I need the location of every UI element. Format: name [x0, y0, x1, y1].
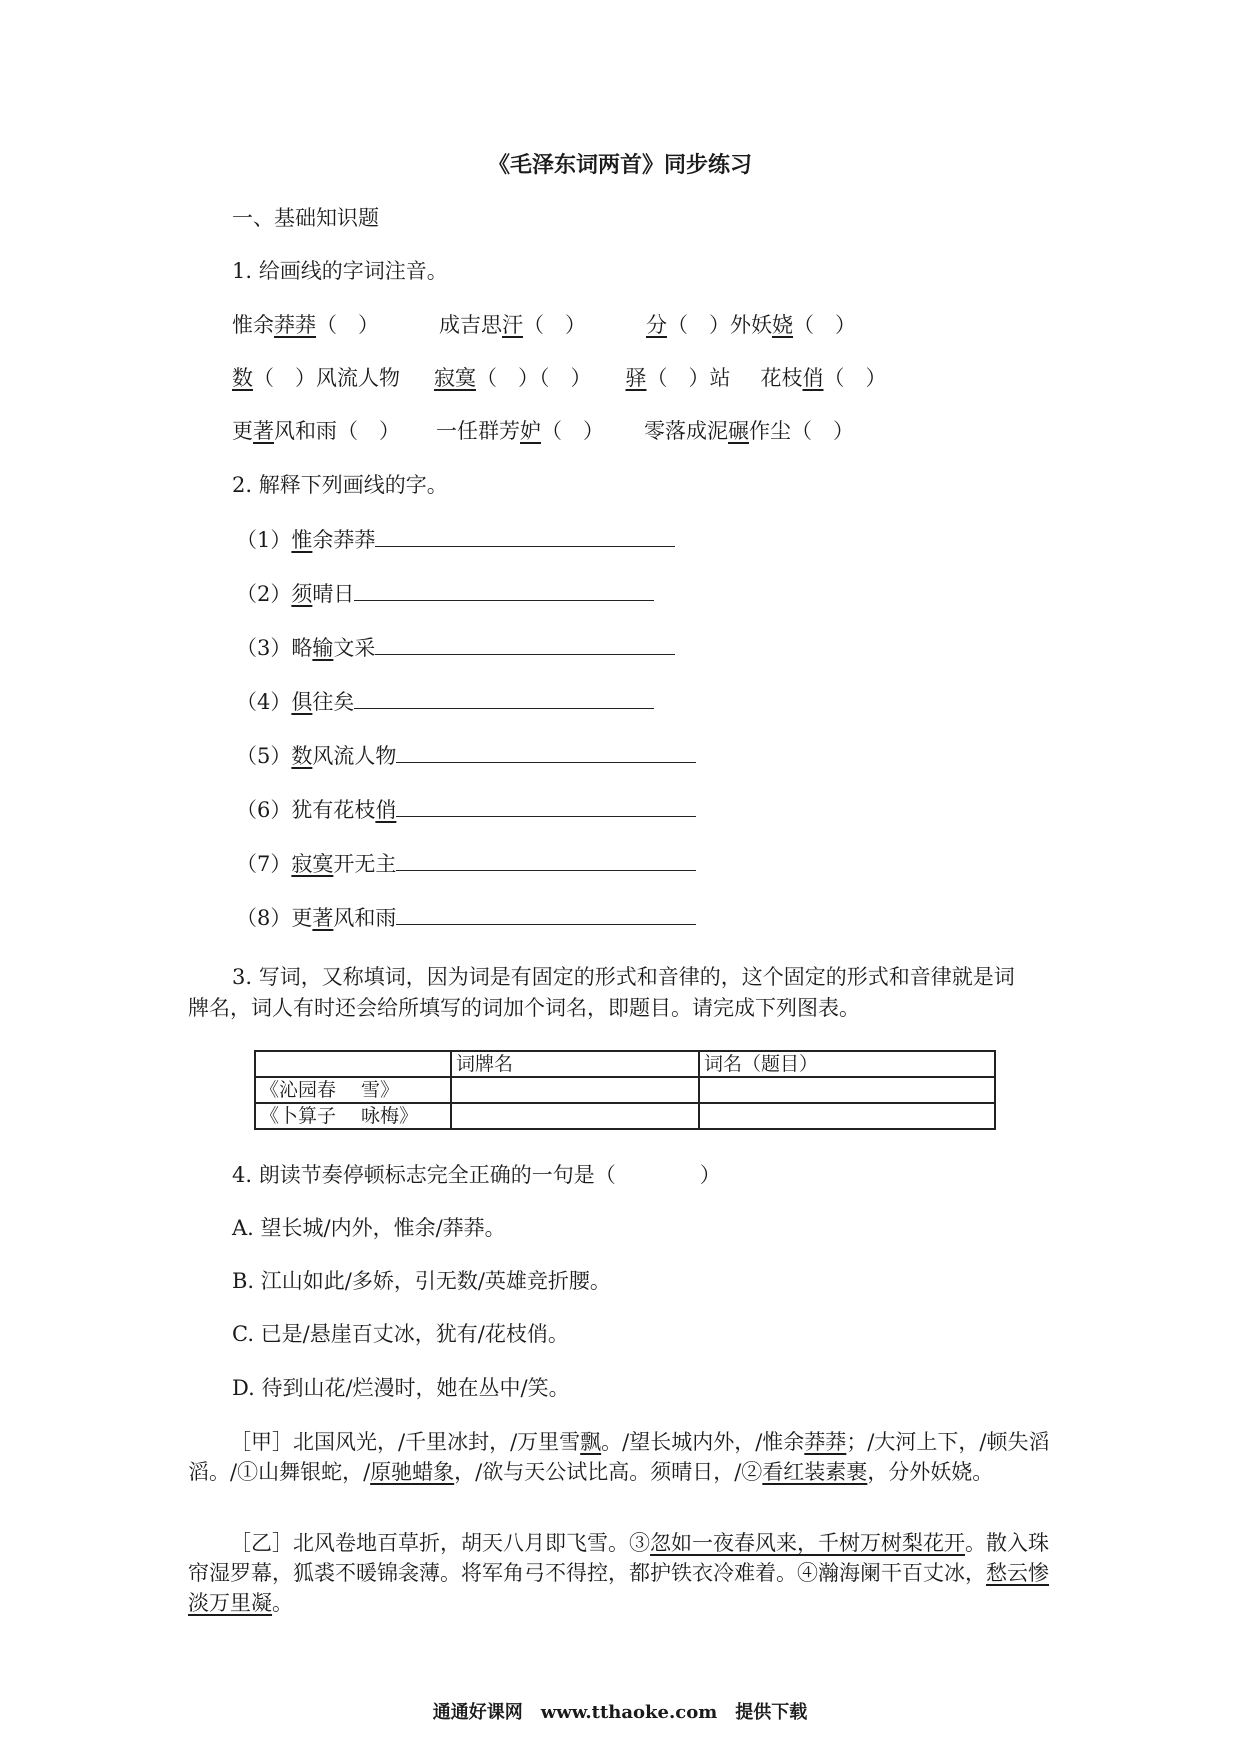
- question-1-row-1: [232, 310, 856, 340]
- underlined-word: 驿: [625, 366, 647, 390]
- item-text: （ ）站: [646, 366, 731, 390]
- underlined-word: 汗: [502, 313, 523, 337]
- underlined-word: 俏: [375, 798, 397, 822]
- underlined-word: 娆: [772, 313, 793, 337]
- item-text: 余莽莽: [312, 528, 376, 552]
- item-text: 更: [232, 419, 253, 443]
- answer-blank[interactable]: [396, 794, 696, 817]
- question-3-prompt-line-1: 3. 写词，又称填词，因为词是有固定的形式和音律的，这个固定的形式和音律就是词: [232, 965, 1015, 989]
- passage-text: 。/望长城内外，/惟余: [601, 1430, 805, 1454]
- answer-blank[interactable]: [396, 740, 696, 763]
- item-text: 开无主: [333, 852, 397, 876]
- question-1-prompt: 1. 给画线的字词注音。: [232, 259, 448, 283]
- footer: 通通好课网 www.tthaoke.com 提供下载: [432, 1702, 808, 1723]
- item-text: 文采: [333, 636, 376, 660]
- pinyin-item: [644, 419, 854, 443]
- item-text: 更: [291, 906, 313, 930]
- passage-text: 。: [272, 1591, 293, 1615]
- table-cell: [699, 1077, 995, 1103]
- definition-item: [236, 524, 675, 555]
- underlined-word: 数: [232, 366, 253, 390]
- underlined-word: 著: [253, 419, 274, 443]
- item-text: 风和雨（ ）: [274, 419, 400, 443]
- item-text: 晴日: [312, 582, 355, 606]
- pinyin-item: [232, 313, 379, 337]
- definition-item: [236, 578, 654, 609]
- table-header-cell: 词名（题目）: [699, 1051, 995, 1077]
- table-row: [255, 1077, 995, 1103]
- underlined-word: 妒: [520, 419, 541, 443]
- option-a: A. 望长城/内外，惟余/莽莽。: [232, 1216, 506, 1240]
- passage-text: ；/大河上下，/顿失滔滔。/①山舞银蛇，/: [188, 1430, 1050, 1484]
- item-text: 风和雨: [333, 906, 397, 930]
- item-number: （8）: [236, 906, 292, 930]
- definition-item: [236, 632, 675, 663]
- item-text: 犹有花枝: [291, 798, 376, 822]
- table-cell: [699, 1103, 995, 1129]
- question-2-prompt: 2. 解释下列画线的字。: [232, 473, 448, 497]
- underlined-word: 惟: [291, 528, 313, 552]
- item-text: 成吉思: [439, 313, 502, 337]
- item-number: （6）: [236, 798, 292, 822]
- item-text: （ ）: [823, 366, 887, 390]
- item-text: （ ）风流人物: [253, 366, 400, 390]
- underlined-word: 碾: [728, 419, 749, 443]
- answer-blank[interactable]: [396, 848, 696, 871]
- item-text: （ ）: [523, 313, 586, 337]
- item-text: 零落成泥: [644, 419, 728, 443]
- pinyin-item: [232, 366, 400, 390]
- table-row: [255, 1103, 995, 1129]
- definition-item: [236, 848, 696, 879]
- item-text: 略: [291, 636, 313, 660]
- passage-text: ，/欲与天公试比高。须晴日，/②: [454, 1460, 763, 1484]
- item-number: （3）: [236, 636, 292, 660]
- item-text: （ ）（ ）: [476, 366, 592, 390]
- section-heading: 一、基础知识题: [232, 206, 379, 230]
- table-cell: 《卜算子 咏梅》: [255, 1103, 451, 1129]
- underlined-word: 俱: [291, 690, 313, 714]
- table-cell: [451, 1077, 699, 1103]
- item-number: （2）: [236, 582, 292, 606]
- option-c: C. 已是/悬崖百丈冰，犹有/花枝俏。: [232, 1322, 569, 1346]
- underlined-word: 输: [312, 636, 334, 660]
- pinyin-item: [761, 366, 887, 390]
- pinyin-item: [646, 313, 772, 337]
- item-text: 往矣: [312, 690, 355, 714]
- answer-blank[interactable]: [375, 524, 675, 547]
- passage-text: ，分外妖娆。: [867, 1460, 994, 1484]
- passage-text: 。散入珠帘湿罗幕，狐裘不暖锦衾薄。将军角弓不得控，都护铁衣冷难着。④瀚海阑干百丈冰，: [188, 1531, 1049, 1585]
- pinyin-item: [626, 366, 731, 390]
- item-text: （ ）: [541, 419, 604, 443]
- answer-blank[interactable]: [375, 632, 675, 655]
- underlined-phrase: 愁云惨淡万里凝: [188, 1561, 1049, 1615]
- answer-blank[interactable]: [354, 686, 654, 709]
- item-text: （ ）: [316, 313, 379, 337]
- passage-text: ［乙］北风卷地百草折，胡天八月即飞雪。③: [230, 1531, 650, 1555]
- ci-table: [254, 1050, 996, 1130]
- pinyin-item: [232, 419, 400, 443]
- item-text: 花枝: [760, 366, 803, 390]
- table-cell: 《沁园春 雪》: [255, 1077, 451, 1103]
- underlined-phrase: 忽如一夜春风来，千树万树梨花开: [650, 1531, 965, 1555]
- question-3-prompt-line-2: 牌名，词人有时还会给所填写的词加个词名，即题目。请完成下列图表。: [188, 996, 860, 1020]
- underlined-word: 俏: [802, 366, 824, 390]
- item-text: 风流人物: [312, 744, 397, 768]
- underlined-word: 寂寞: [434, 366, 476, 390]
- definition-item: [236, 902, 696, 933]
- table-cell: [451, 1103, 699, 1129]
- table-header-row: [255, 1051, 995, 1077]
- pinyin-item: [436, 419, 604, 443]
- item-text: （ ）外妖: [667, 313, 772, 337]
- passage-text: ［甲］北国风光，/千里冰封，/万里雪: [230, 1430, 581, 1454]
- definition-item: [236, 794, 696, 825]
- pinyin-item: [439, 313, 586, 337]
- question-1-row-3: [232, 416, 854, 446]
- pinyin-item: [772, 313, 856, 337]
- underlined-phrase: 看红装素裹: [762, 1460, 868, 1484]
- question-1-row-2: [232, 363, 887, 393]
- item-text: 一任群芳: [436, 419, 520, 443]
- underlined-phrase: 飘: [580, 1430, 602, 1454]
- item-number: （5）: [236, 744, 292, 768]
- option-d: D. 待到山花/烂漫时，她在丛中/笑。: [232, 1376, 570, 1400]
- pinyin-item: [434, 366, 592, 390]
- item-text: （ ）: [793, 313, 856, 337]
- item-number: （7）: [236, 852, 292, 876]
- underlined-phrase: 莽莽: [804, 1430, 847, 1454]
- item-number: （4）: [236, 690, 292, 714]
- answer-blank[interactable]: [354, 578, 654, 601]
- underlined-phrase: 原驰蜡象: [370, 1460, 455, 1484]
- underlined-word: 数: [291, 744, 313, 768]
- underlined-word: 莽莽: [274, 313, 316, 337]
- answer-blank[interactable]: [396, 902, 696, 925]
- item-text: 惟余: [232, 313, 274, 337]
- page-title: 《毛泽东词两首》同步练习: [487, 152, 752, 178]
- underlined-word: 著: [312, 906, 334, 930]
- option-b: B. 江山如此/多娇，引无数/英雄竞折腰。: [232, 1269, 611, 1293]
- table-header-cell: [255, 1051, 451, 1077]
- definition-item: [236, 686, 654, 717]
- underlined-word: 分: [646, 313, 667, 337]
- underlined-word: 须: [291, 582, 313, 606]
- passage-jia: [188, 1427, 1062, 1487]
- definition-item: [236, 740, 696, 771]
- passage-yi: [188, 1528, 1062, 1618]
- question-4-prompt: 4. 朗读节奏停顿标志完全正确的一句是（ ）: [232, 1163, 721, 1187]
- table-header-cell: 词牌名: [451, 1051, 699, 1077]
- underlined-word: 寂寞: [291, 852, 334, 876]
- item-text: 作尘（ ）: [749, 419, 854, 443]
- item-number: （1）: [236, 528, 292, 552]
